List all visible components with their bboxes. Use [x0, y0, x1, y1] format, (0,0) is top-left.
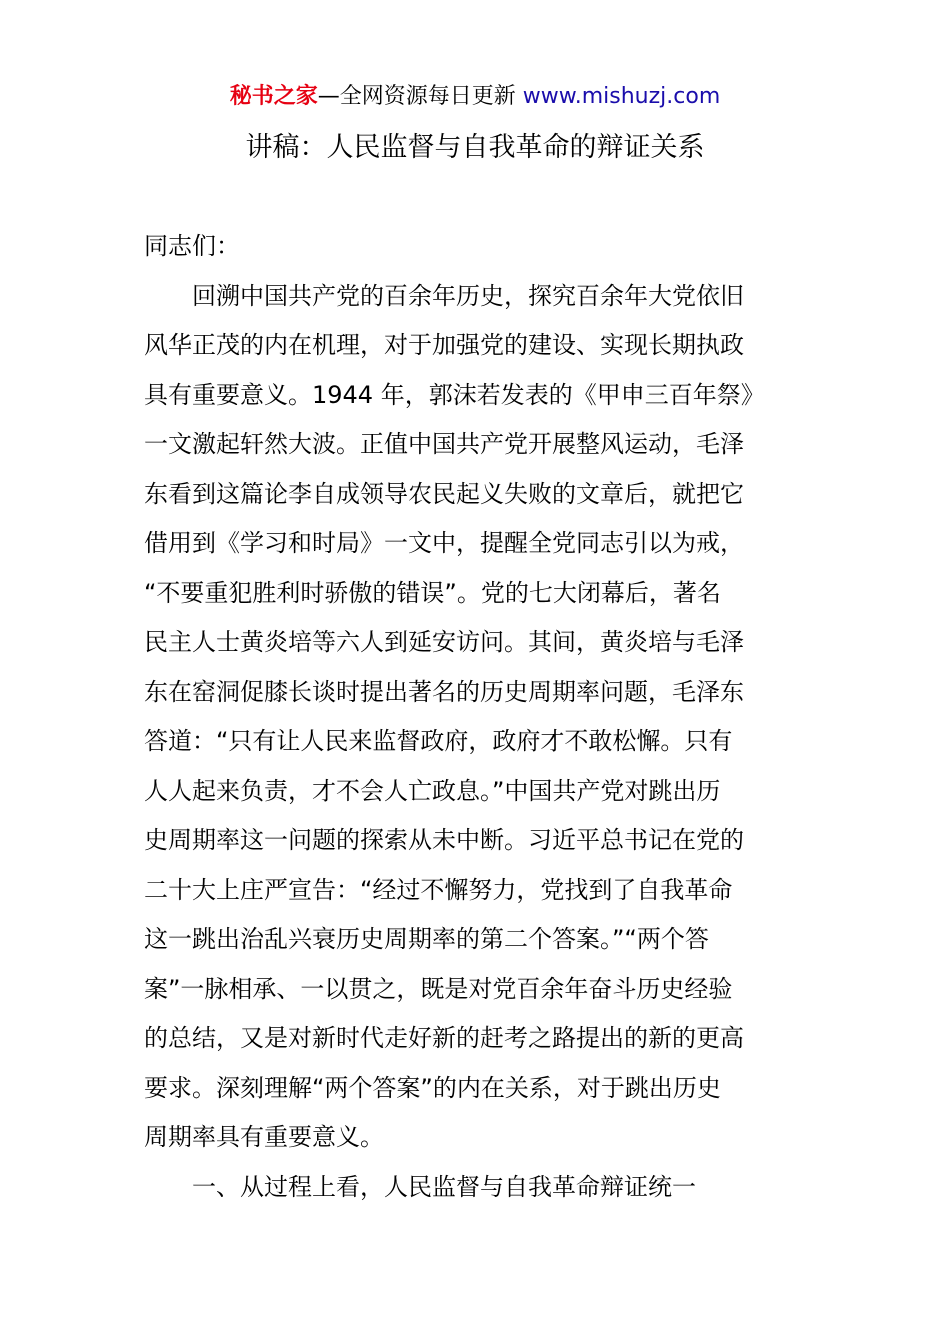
document-title: 讲稿：人民监督与自我革命的辩证关系: [245, 132, 705, 163]
paragraph-line: 的总结，又是对新时代走好新的赶考之路提出的新的更高: [144, 1024, 744, 1052]
paragraph-line: 借用到《学习和时局》一文中，提醒全党同志引以为戒，: [144, 529, 744, 557]
paragraph-line: 东在窑洞促膝长谈时提出著名的历史周期率问题，毛泽东: [144, 677, 744, 706]
paragraph-line: 要求。深刻理解“两个答案”的内在关系，对于跳出历史: [144, 1073, 721, 1102]
body-paragraph: [144, 272, 808, 1163]
paragraph-line: 周期率具有重要意义。: [144, 1123, 384, 1151]
paragraph-line: 答道：“只有让人民来监督政府，政府才不敢松懈。只有: [144, 727, 733, 755]
section-heading: 一、从过程上看，人民监督与自我革命辩证统一: [144, 1172, 696, 1201]
paragraph-line: 具有重要意义。1944 年，郭沫若发表的《甲申三百年祭》: [144, 380, 765, 409]
greeting: 同志们：: [144, 232, 240, 260]
paragraph-line: 民主人士黄炎培等六人到延安访问。其间，黄炎培与毛泽: [144, 628, 744, 656]
paragraph-line: 人人起来负责，才不会人亡政息。”中国共产党对跳出历: [144, 776, 721, 805]
site-tagline: —全网资源每日更新: [317, 84, 523, 109]
paragraph-line: 这一跳出治乱兴衰历史周期率的第二个答案。”“两个答: [144, 925, 709, 953]
paragraph-line: “不要重犯胜利时骄傲的错误”。党的七大闭幕后，著名: [144, 578, 721, 607]
site-header: [0, 82, 950, 112]
site-brand: 秘书之家: [229, 84, 318, 109]
paragraph-line: 案”一脉相承、一以贯之，既是对党百余年奋斗历史经验: [144, 974, 733, 1003]
document-body: [144, 222, 808, 1212]
paragraph-line: 东看到这篇论李自成领导农民起义失败的文章后，就把它: [144, 479, 744, 508]
paragraph-line: 风华正茂的内在机理，对于加强党的建设、实现长期执政: [144, 331, 744, 359]
paragraph-line: 回溯中国共产党的百余年历史，探究百余年大党依旧: [144, 281, 744, 310]
paragraph-line: 史周期率这一问题的探索从未中断。习近平总书记在党的: [144, 826, 744, 854]
site-url-link[interactable]: www.mishuzj.com: [522, 84, 721, 109]
paragraph-line: 一文激起轩然大波。正值中国共产党开展整风运动，毛泽: [144, 430, 744, 458]
paragraph-line: 二十大上庄严宣告：“经过不懈努力，党找到了自我革命: [144, 875, 733, 904]
